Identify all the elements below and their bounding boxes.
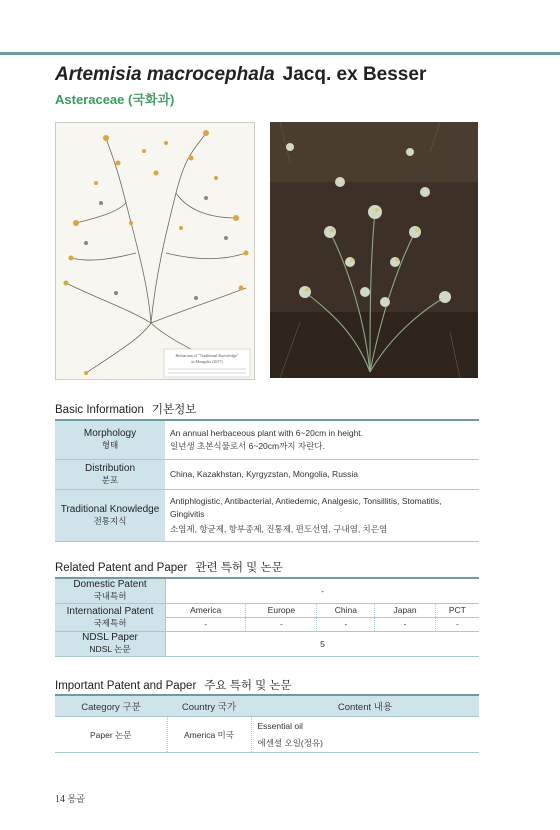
table-row (55, 603, 479, 617)
basic-info-title-ko: 기본정보 (151, 404, 197, 416)
country-value-pct: - (435, 617, 479, 631)
table-row (55, 420, 479, 459)
author-citation: Jacq. ex Besser (282, 64, 427, 85)
label-ko: 전통지식 (93, 515, 127, 526)
related-title-ko: 관련 특허 및 논문 (195, 562, 283, 574)
country-value-china: - (317, 617, 375, 631)
morphology-label (55, 420, 165, 459)
scientific-name: Artemisia macrocephala (55, 64, 275, 85)
basic-info-table (55, 419, 479, 542)
specimen-drawing (56, 123, 254, 379)
content-en: Essential oil (257, 720, 303, 731)
country-header-china: China (317, 603, 375, 617)
country-header: Country 국가 (167, 695, 251, 717)
international-patent-label (55, 603, 166, 631)
table-row (55, 459, 479, 489)
label-en: NDSL Paper (82, 632, 138, 643)
important-heading (55, 677, 292, 693)
related-heading (55, 559, 283, 575)
plant-photo-drawing (270, 122, 478, 378)
herbarium-specimen-image (55, 122, 255, 380)
category-cell: Paper 논문 (55, 717, 167, 753)
country-header-pct: PCT (435, 603, 479, 617)
label-en: Morphology (83, 428, 137, 440)
value-line: 일년생 초본식물로서 6~20cm까지 자란다. (170, 440, 325, 451)
basic-info-title-en: Basic Information (55, 404, 144, 416)
important-title-en: Important Patent and Paper (55, 680, 197, 692)
specimen-label-line-2: in Mongolia (2017) (191, 359, 223, 364)
country-value-america: - (166, 617, 246, 631)
table-row (55, 489, 479, 541)
species-title (55, 64, 426, 86)
related-table (55, 577, 479, 657)
label-en: Domestic Patent (73, 579, 147, 591)
country-header-japan: Japan (375, 603, 435, 617)
table-header-row (55, 695, 479, 717)
value-line: An annual herbaceous plant with 6~20cm in height. (170, 427, 364, 438)
value-line: Antiphlogistic, Antibacterial, Antiedemic, Analgesic, Tonsillitis, Stomatitis, (170, 495, 442, 506)
domestic-patent-value: - (166, 578, 480, 603)
section-name: 몽골 (67, 795, 85, 805)
important-table (55, 694, 479, 753)
family-name: Asteraceae (국화과) (55, 92, 175, 107)
label-ko: 형태 (101, 440, 119, 451)
country-value-europe: - (246, 617, 317, 631)
label-en: Traditional Knowledge (60, 503, 160, 515)
label-ko: 분포 (101, 474, 119, 485)
morphology-value (165, 420, 479, 459)
table-row (55, 631, 479, 656)
page-footer (55, 792, 85, 805)
content-cell (251, 717, 479, 753)
distribution-value (165, 459, 479, 489)
domestic-patent-label (55, 578, 166, 603)
country-header-europe: Europe (246, 603, 317, 617)
page-number: 14 (55, 794, 65, 805)
country-value-japan: - (375, 617, 435, 631)
value-line: 소염제, 항균제, 항부종제, 진통제, 편도선염, 구내염, 치은염 (170, 523, 388, 534)
table-row (55, 578, 479, 603)
country-header-america: America (166, 603, 246, 617)
important-title-ko: 주요 특허 및 논문 (204, 680, 292, 692)
category-header: Category 구분 (55, 695, 167, 717)
ndsl-paper-label (55, 631, 166, 656)
label-ko: NDSL 논문 (89, 644, 131, 654)
ndsl-paper-value: 5 (166, 631, 480, 656)
label-ko: 국내특허 (93, 591, 127, 602)
content-header: Content 내용 (251, 695, 479, 717)
field-photo (270, 122, 478, 378)
specimen-label-line-1: Herbarium of "Traditional Knowledge" (175, 353, 239, 358)
traditional-knowledge-label (55, 489, 165, 541)
distribution-label (55, 459, 165, 489)
country-cell: America 미국 (167, 717, 251, 753)
label-en: International Patent (66, 605, 154, 617)
label-en: Distribution (84, 462, 136, 474)
related-title-en: Related Patent and Paper (55, 562, 188, 574)
label-ko: 국제특허 (93, 617, 127, 628)
table-row (55, 717, 479, 753)
value-line: China, Kazakhstan, Kyrgyzstan, Mongolia, Russia (170, 468, 359, 479)
value-line: Gingivitis (170, 508, 205, 519)
basic-info-heading (55, 401, 196, 417)
traditional-knowledge-value (165, 489, 479, 541)
content-ko: 에센셜 오일(정유) (257, 737, 324, 748)
top-rule (0, 52, 560, 55)
